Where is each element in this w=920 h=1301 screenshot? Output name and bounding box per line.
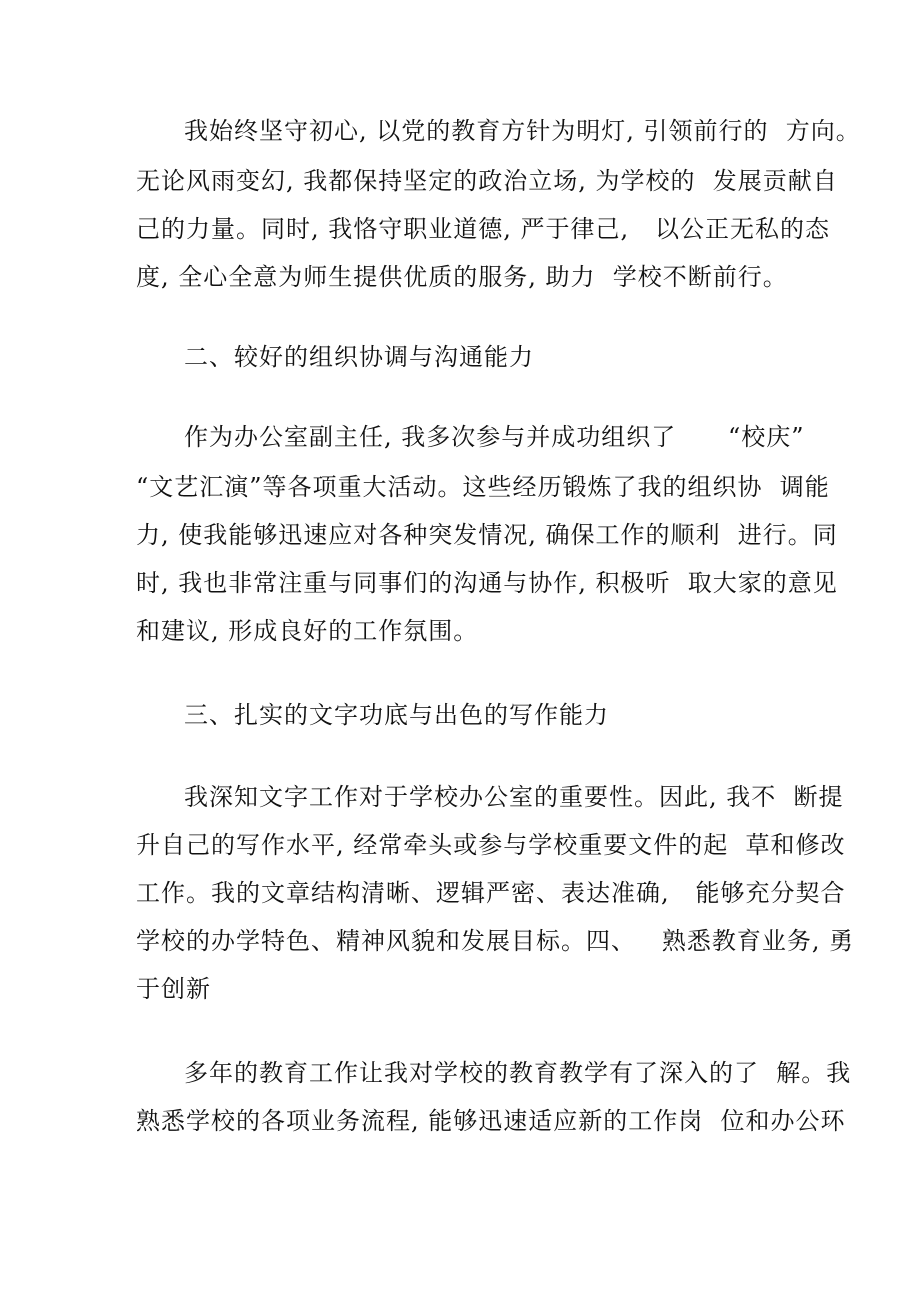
paragraph-2-line-2: “文艺汇演”等各项重大活动。这些经历锻炼了我的组织协 调能 (136, 473, 830, 501)
paragraph-3-line-2: 升自己的写作水平, 经常牵头或参与学校重要文件的起 草和修改 (136, 831, 846, 859)
paragraph-3-line-4: 学校的办学特色、精神风貌和发展目标。四、 熟悉教育业务, 勇 (136, 927, 855, 955)
paragraph-2-line-5: 和建议, 形成良好的工作氛围。 (136, 617, 479, 645)
paragraph-1-line-4: 度, 全心全意为师生提供优质的服务, 助力 学校不断前行。 (136, 263, 788, 291)
paragraph-3-line-3: 工作。我的文章结构清晰、逻辑严密、表达准确, 能够充分契合 (136, 879, 846, 907)
paragraph-1-line-3: 己的力量。同时, 我恪守职业道德, 严于律己, 以公正无私的态 (136, 215, 831, 243)
section-heading-3: 三、扎实的文字功底与出色的写作能力 (184, 701, 609, 729)
paragraph-1-line-1: 我始终坚守初心, 以党的教育方针为明灯, 引领前行的 方向。 (184, 117, 861, 145)
paragraph-2-line-1: 作为办公室副主任, 我多次参与并成功组织了 “校庆” (184, 423, 805, 451)
paragraph-2-line-3: 力, 使我能够迅速应对各种突发情况, 确保工作的顺利 进行。同 (136, 521, 838, 549)
paragraph-3-line-1: 我深知文字工作对于学校办公室的重要性。因此, 我不 断提 (184, 783, 844, 811)
section-heading-2: 二、较好的组织协调与沟通能力 (184, 343, 534, 371)
paragraph-4-line-2: 熟悉学校的各项业务流程, 能够迅速适应新的工作岗 位和办公环 (136, 1107, 846, 1135)
paragraph-4-line-1: 多年的教育工作让我对学校的教育教学有了深入的了 解。我 (184, 1059, 852, 1087)
paragraph-2-line-4: 时, 我也非常注重与同事们的沟通与协作, 积极听 取大家的意见 (136, 569, 838, 597)
paragraph-1-line-2: 无论风雨变幻, 我都保持坚定的政治立场, 为学校的 发展贡献自 (136, 167, 838, 195)
paragraph-3-line-5: 于创新 (136, 975, 211, 1003)
